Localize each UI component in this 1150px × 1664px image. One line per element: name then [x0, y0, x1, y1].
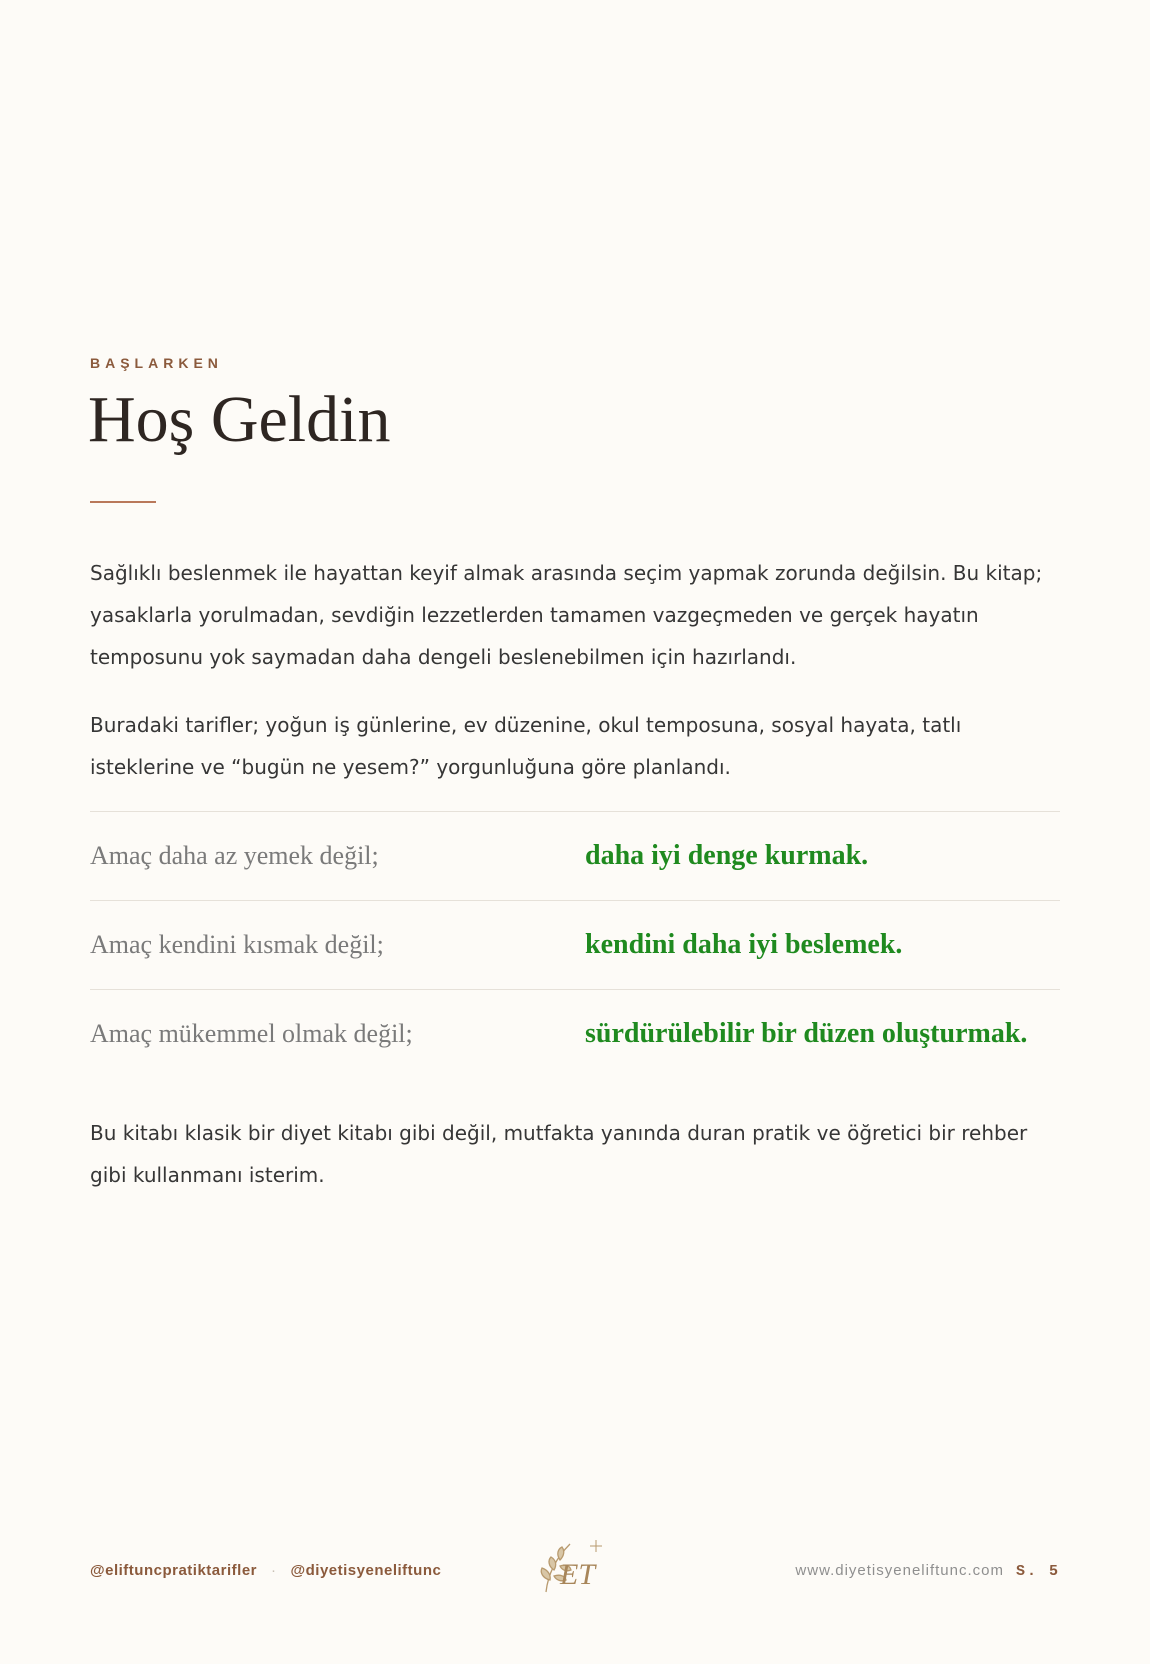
goal-not-text: Amaç kendini kısmak değil; — [90, 930, 384, 959]
page — [90, 0, 1060, 1664]
accent-divider — [90, 501, 156, 503]
intro-text — [90, 552, 1060, 814]
goal-row — [90, 901, 1060, 990]
goal-but-text: kendini daha iyi beslemek. — [585, 929, 903, 960]
goal-but-text: daha iyi denge kurmak. — [585, 840, 869, 871]
closing-paragraph: Bu kitabı klasik bir diyet kitabı gibi değil, mutfakta yanında duran pratik ve öğretici bir rehber gibi kullanmanı isterim. — [90, 1121, 1028, 1187]
et-monogram-logo-icon — [530, 1530, 610, 1602]
instagram-handle-dietitian[interactable]: @diyetisyeneliftunc — [290, 1562, 442, 1579]
goal-row — [90, 812, 1060, 901]
page-title: Hoş Geldin — [88, 383, 391, 456]
goal-not-text: Amaç mükemmel olmak değil; — [90, 1019, 413, 1048]
goal-not-text: Amaç daha az yemek değil; — [90, 841, 379, 870]
page-footer — [90, 1530, 1060, 1610]
goal-but-text: sürdürülebilir bir düzen oluşturmak. — [585, 1018, 1028, 1049]
instagram-handle-recipes[interactable]: @eliftuncpratiktarifler — [90, 1562, 257, 1579]
intro-paragraph: Sağlıklı beslenmek ile hayattan keyif almak arasında seçim yapmak zorunda değilsin. Bu kitap; yasaklarla yorulmadan, sevdiğin lezzetlerden tamamen vazgeçmeden ve gerçek hayatın temposunu yok saymadan daha dengeli beslenebilmen için hazırlandı. — [90, 561, 1043, 669]
page-number: S. 5 — [1015, 1563, 1060, 1580]
goal-row — [90, 990, 1060, 1078]
website-link[interactable]: www.diyetisyeneliftunc.com — [795, 1562, 1004, 1579]
social-handles — [90, 1562, 441, 1579]
separator-dot: · — [271, 1562, 277, 1579]
logo-monogram-text: ET — [560, 1558, 596, 1591]
section-eyebrow: BAŞLARKEN — [90, 355, 223, 371]
footer-right — [795, 1562, 1060, 1580]
intro-paragraph: Buradaki tarifler; yoğun iş günlerine, ev düzenine, okul temposuna, sosyal hayata, tatlı isteklerine ve “bugün ne yesem?” yorgunluğuna göre planlandı. — [90, 713, 962, 779]
goals-table — [90, 811, 1060, 1078]
